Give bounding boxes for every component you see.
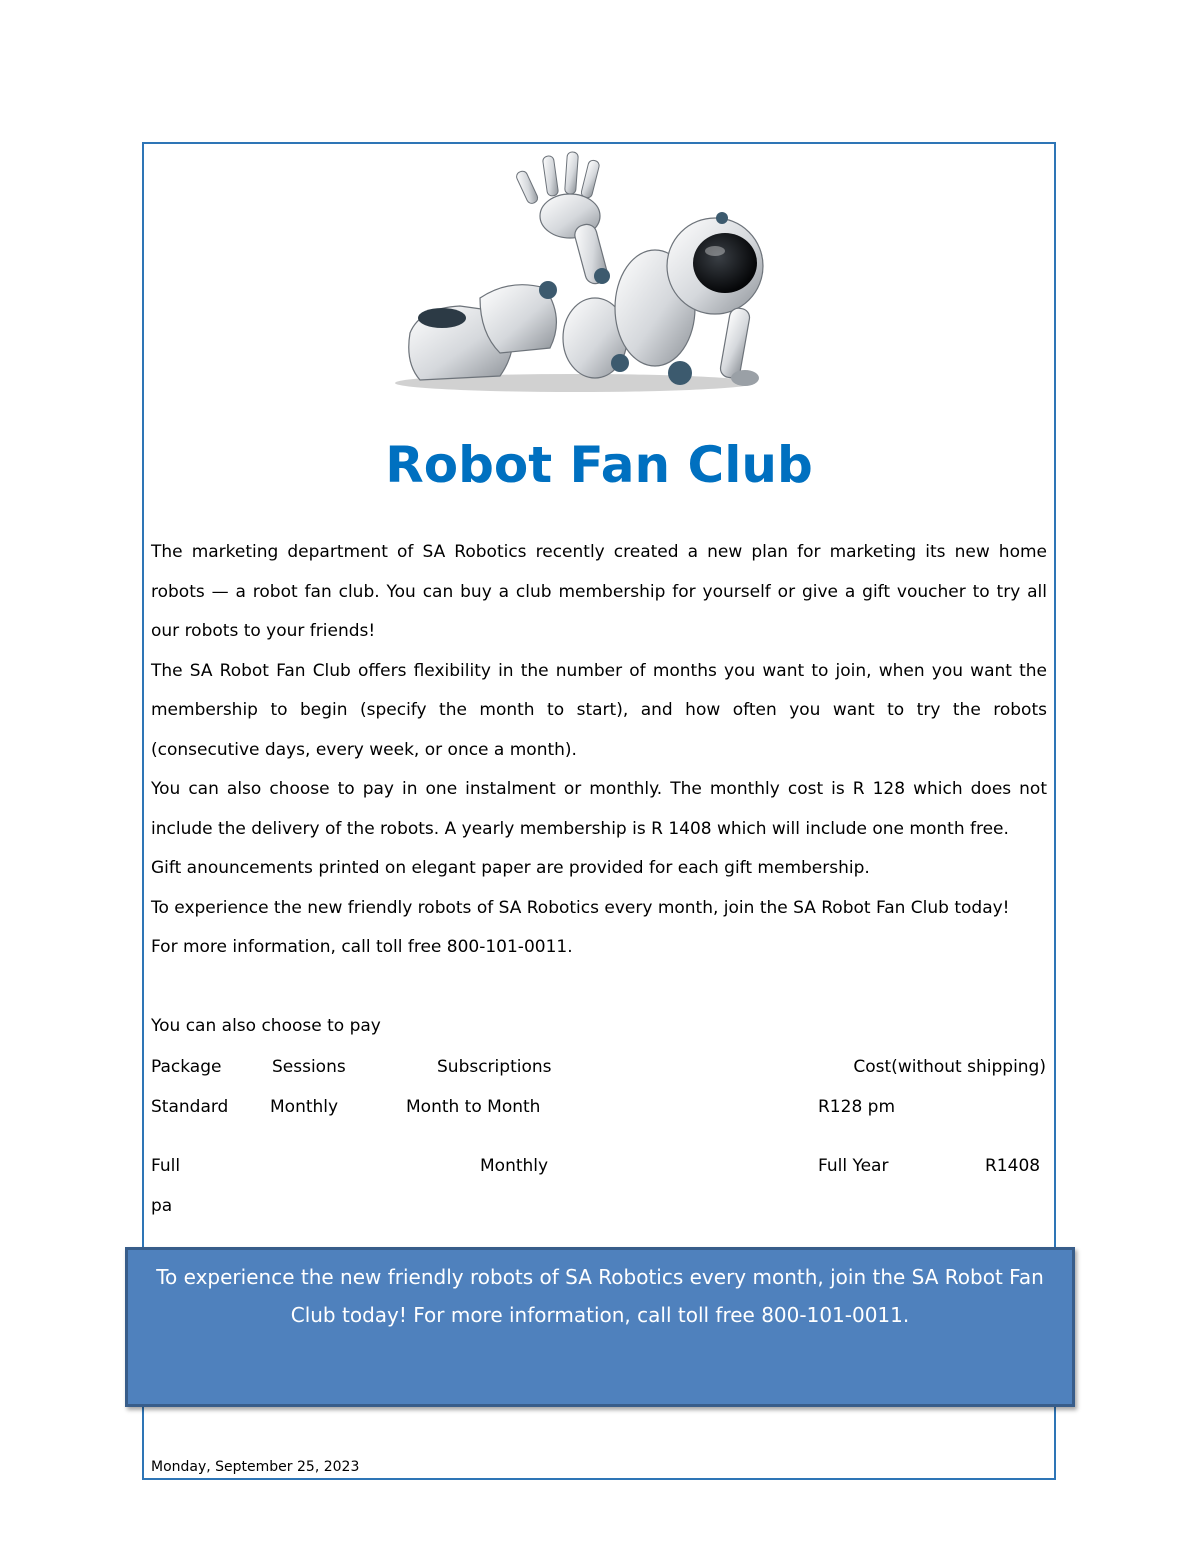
full-package: Full <box>151 1156 181 1176</box>
body-text <box>151 533 1047 1047</box>
paragraph-contact: For more information, call toll free 800-101-0011. <box>151 937 573 957</box>
full-cost-period: pa <box>151 1196 173 1216</box>
paragraph-intro: The marketing department of SA Robotics recently created a new plan for marketing its new home robots — a robot fan club. You can buy a club membership for yourself or give a gift voucher to try all our robots to your friends! <box>151 542 1047 641</box>
pay-intro: You can also choose to pay <box>151 1016 381 1036</box>
header-subscriptions: Subscriptions <box>437 1057 552 1077</box>
header-cost: Cost(without shipping) <box>853 1057 1046 1077</box>
standard-sessions: Monthly <box>270 1097 339 1117</box>
full-cost: R1408 <box>985 1156 1041 1176</box>
standard-package: Standard <box>151 1097 229 1117</box>
callout-banner <box>125 1247 1075 1407</box>
banner-text: To experience the new friendly robots of SA Robotics every month, join the SA Robot Fan Club today! For more information, call toll free 800-101-0011. <box>156 1265 1044 1327</box>
standard-cost: R128 pm <box>818 1097 896 1117</box>
full-sessions: Monthly <box>480 1156 549 1176</box>
paragraph-flexibility: The SA Robot Fan Club offers flexibility in the number of months you want to join, when you want the membership to begin (specify the month to start), and how often you want to try the robots (consecutive days, every week, or once a month). <box>151 660 1047 760</box>
full-subscription: Full Year <box>818 1156 889 1176</box>
paragraph-gift: Gift anouncements printed on elegant paper are provided for each gift membership. <box>151 858 870 878</box>
robot-illustration <box>380 148 770 420</box>
paragraph-payment: You can also choose to pay in one instalment or monthly. The monthly cost is R 128 which does not include the delivery of the robots. A yearly membership is R 1408 which will include one month free. <box>151 779 1047 839</box>
paragraph-join: To experience the new friendly robots of SA Robotics every month, join the SA Robot Fan Club today! <box>151 897 1010 918</box>
header-sessions: Sessions <box>272 1057 346 1077</box>
header-package: Package <box>151 1057 222 1077</box>
page-title: Robot Fan Club <box>385 436 813 494</box>
footer-date: Monday, September 25, 2023 <box>151 1459 360 1475</box>
standard-subscription: Month to Month <box>406 1097 541 1117</box>
